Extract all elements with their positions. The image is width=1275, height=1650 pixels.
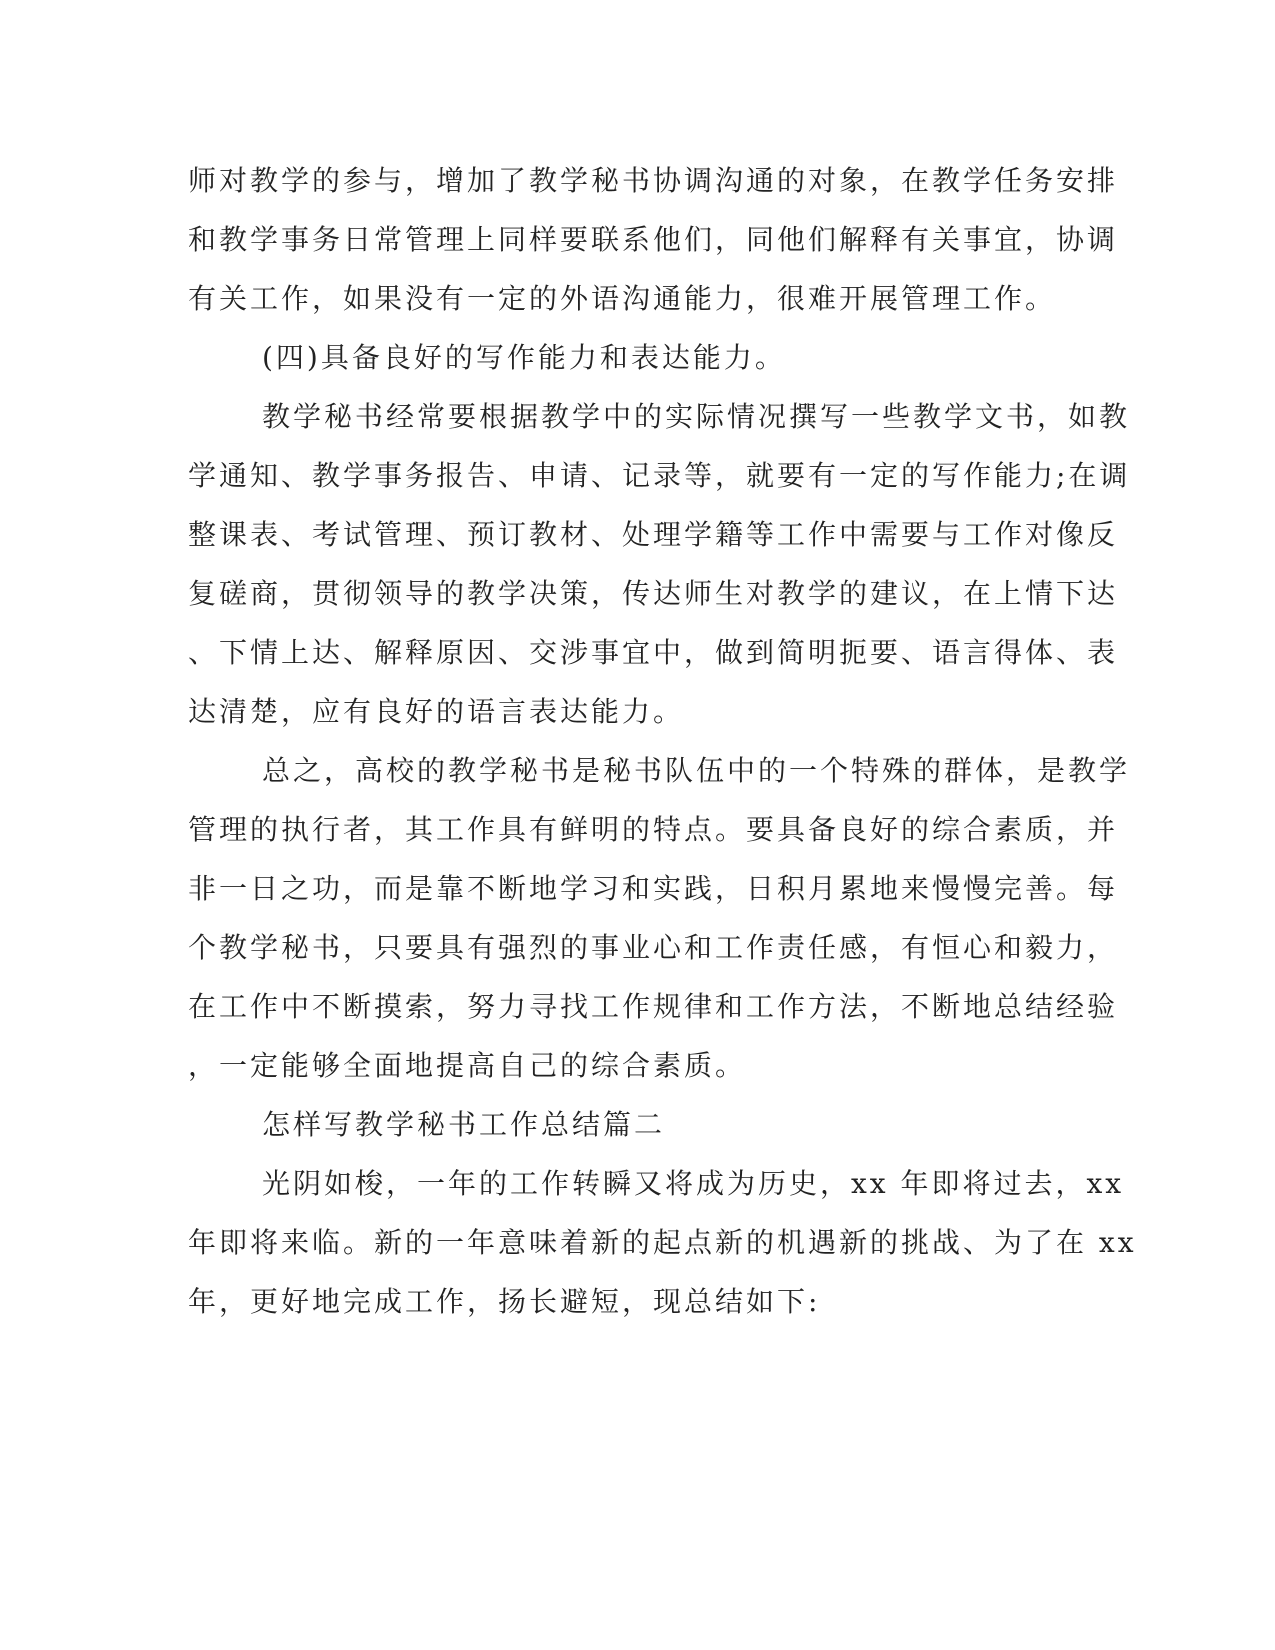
text-line: 整课表、考试管理、预订教材、处理学籍等工作中需要与工作对像反: [188, 518, 1119, 551]
text-line: 光阴如梭，一年的工作转瞬又将成为历史，xx 年即将过去，xx: [262, 1167, 1125, 1200]
text-line: 达清楚，应有良好的语言表达能力。: [188, 695, 685, 728]
section-heading: (四)具备良好的写作能力和表达能力。: [262, 341, 786, 374]
text-line: 非一日之功，而是靠不断地学习和实践，日积月累地来慢慢完善。每: [188, 872, 1119, 905]
text-line: 师对教学的参与，增加了教学秘书协调沟通的对象，在教学任务安排: [188, 164, 1119, 197]
text-line: 学通知、教学事务报告、申请、记录等，就要有一定的写作能力;在调: [188, 459, 1131, 492]
text-line: 和教学事务日常管理上同样要联系他们，同他们解释有关事宜，协调: [188, 223, 1119, 256]
text-line: 总之，高校的教学秘书是秘书队伍中的一个特殊的群体，是教学: [262, 754, 1131, 787]
section-title: 怎样写教学秘书工作总结篇二: [262, 1108, 666, 1141]
text-line: 有关工作，如果没有一定的外语沟通能力，很难开展管理工作。: [188, 282, 1057, 315]
text-line: 管理的执行者，其工作具有鲜明的特点。要具备良好的综合素质，并: [188, 813, 1119, 846]
text-line: 年，更好地完成工作，扬长避短，现总结如下:: [188, 1285, 821, 1318]
text-line: 教学秘书经常要根据教学中的实际情况撰写一些教学文书，如教: [262, 400, 1131, 433]
text-line: ，一定能够全面地提高自己的综合素质。: [188, 1049, 747, 1082]
text-line: 在工作中不断摸索，努力寻找工作规律和工作方法，不断地总结经验: [188, 990, 1119, 1023]
text-line: 个教学秘书，只要具有强烈的事业心和工作责任感，有恒心和毅力，: [188, 931, 1119, 964]
text-line: 复磋商，贯彻领导的教学决策，传达师生对教学的建议，在上情下达: [188, 577, 1119, 610]
text-line: 、下情上达、解释原因、交涉事宜中，做到简明扼要、语言得体、表: [188, 636, 1119, 669]
text-line: 年即将来临。新的一年意味着新的起点新的机遇新的挑战、为了在 xx: [188, 1226, 1137, 1259]
